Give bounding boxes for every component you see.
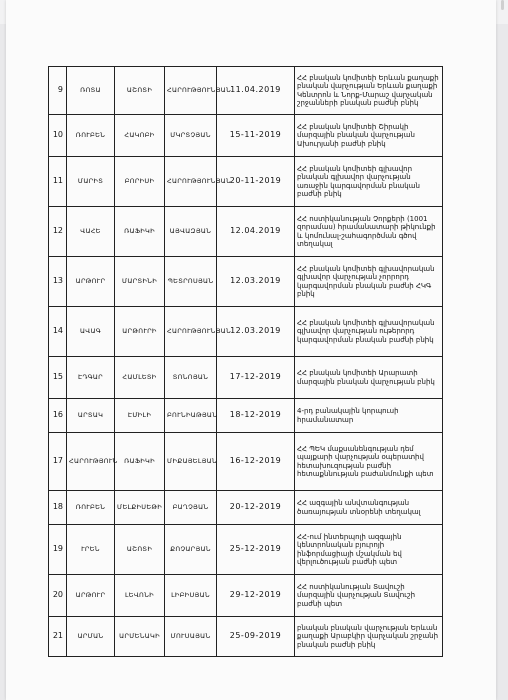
date-cell: 15-11-2019 — [217, 115, 295, 157]
date-cell: 12.03.2019 — [217, 307, 295, 357]
first-name-cell: ԱՐՏԱԿ — [67, 399, 115, 433]
personnel-table — [48, 66, 443, 657]
first-name-cell: ԷԴԳԱՐ — [67, 357, 115, 399]
patronymic-cell: ԷՄԻԼԻ — [115, 399, 165, 433]
first-name-cell: ՎԱՀԵ — [67, 207, 115, 257]
table-row — [49, 67, 443, 115]
row-number: 21 — [49, 617, 67, 657]
first-name-cell: ՒՐԵՆ — [67, 525, 115, 575]
table-row — [49, 525, 443, 575]
first-name-cell: ԱՐԹՈՒՐ — [67, 575, 115, 617]
surname-cell: ՄԻՔԱՅԵԼՅԱՆ — [165, 433, 217, 491]
patronymic-cell: ԱՇՈՏԻ — [115, 525, 165, 575]
position-cell: ՀՀ բնական կոմիտեի Երևան քաղաքի բնական վարչության Երևան քաղաքի Կենտրոն և Նորք-Մարաշ վարչական շրջանների բնական բաժնի բնիկ — [295, 67, 443, 115]
table-row — [49, 157, 443, 207]
row-number: 14 — [49, 307, 67, 357]
position-cell: ՀՀ բնական կոմիտեի գլխավոր բնական գլխավոր վարչության առաջին կարգավորման բնական բաժնի բնիկ — [295, 157, 443, 207]
position-cell: ՀՀ բնական կոմիտեի Արարատի մարզային բնական վարչության բնիկ — [295, 357, 443, 399]
date-cell: 20-11-2019 — [217, 157, 295, 207]
row-number: 13 — [49, 257, 67, 307]
row-number: 17 — [49, 433, 67, 491]
patronymic-cell: ՀԱՄԼԵՏԻ — [115, 357, 165, 399]
surname-cell: ԼԻԲԻՍՅԱՆ — [165, 575, 217, 617]
surname-cell: ԲԱՂՉՅԱՆ — [165, 491, 217, 525]
date-cell: 16-12-2019 — [217, 433, 295, 491]
position-cell: բնական բնական վարչության Երևան քաղաքի Արաբկիր վարչական շրջանի բնական բաժնի բնիկ — [295, 617, 443, 657]
row-number: 11 — [49, 157, 67, 207]
table-row — [49, 433, 443, 491]
table-row — [49, 257, 443, 307]
table-row — [49, 399, 443, 433]
first-name-cell: ԱՎԱԳ — [67, 307, 115, 357]
table-row — [49, 207, 443, 257]
patronymic-cell: ՄԵԼՔԻՍԵԹԻ — [115, 491, 165, 525]
date-cell: 25-12-2019 — [217, 525, 295, 575]
patronymic-cell: ՀԱԿՈԲԻ — [115, 115, 165, 157]
position-cell: ՀՀ ՊԵԿ մաքսանենգության դեմ պայքարի վարչության օպերատիվ հետախուզության բաժնի հետաքննության բաժանմունքի պետ — [295, 433, 443, 491]
patronymic-cell: ԼԵՎՈՆԻ — [115, 575, 165, 617]
patronymic-cell: ՄԱՐՏԻՆԻ — [115, 257, 165, 307]
row-number: 20 — [49, 575, 67, 617]
surname-cell: ՄՈՒՍԱՅԱՆ — [165, 617, 217, 657]
surname-cell: ՊԵՏՐՈՍՅԱՆ — [165, 257, 217, 307]
table-row — [49, 115, 443, 157]
row-number: 19 — [49, 525, 67, 575]
position-cell: ՀՀ ոստիկանության Չորքերի (1001 զորամաս) հրամանատարի թիկունքի և կոմունալ-շահագործման գծով տեղակալ — [295, 207, 443, 257]
position-cell: ՀՀ բնական կոմիտեի գլխավորական գլխավոր վարչության ութերորդ կարգավորման բնական բաժնի բնիկ — [295, 307, 443, 357]
date-cell: 11.04.2019 — [217, 67, 295, 115]
surname-cell: ՀԱՐՈՒԹՅՈՒՆՅԱՆ — [165, 67, 217, 115]
surname-cell: ՔՈՉԱՐՅԱՆ — [165, 525, 217, 575]
date-cell: 18-12-2019 — [217, 399, 295, 433]
row-number: 18 — [49, 491, 67, 525]
patronymic-cell: ԱՐԹՈՒՐԻ — [115, 307, 165, 357]
first-name-cell: ՄԱՐԻՏ — [67, 157, 115, 207]
first-name-cell: ԱՐՄԱՆ — [67, 617, 115, 657]
position-cell: ՀՀ բնական կոմիտեի Շիրակի մարզային բնական վարչության Ախուրյանի բաժնի բնիկ — [295, 115, 443, 157]
position-cell: 4-րդ բանակային կորպուսի հրամանատար — [295, 399, 443, 433]
surname-cell: ՏՈՆՈՅԱՆ — [165, 357, 217, 399]
surname-cell: ՀԱՐՈՒԹՅՈՒՆՅԱՆ — [165, 307, 217, 357]
surname-cell: ԱՅՎԱԶՅԱՆ — [165, 207, 217, 257]
surname-cell: ՀԱՐՈՒԹՅՈՒՆՅԱՆ — [165, 157, 217, 207]
patronymic-cell: ԲՈՐԻՍԻ — [115, 157, 165, 207]
row-number: 12 — [49, 207, 67, 257]
patronymic-cell: ՌԱՖԻԿԻ — [115, 433, 165, 491]
date-cell: 25-09-2019 — [217, 617, 295, 657]
table-row — [49, 617, 443, 657]
surname-cell: ՄԿՐՏՉՅԱՆ — [165, 115, 217, 157]
date-cell: 17-12-2019 — [217, 357, 295, 399]
date-cell: 12.04.2019 — [217, 207, 295, 257]
position-cell: ՀՀ-ում ինտերպոլի ազգային կենտրոնական բյուրոյի ինֆորմացիայի մշակման եվ վերլուծության բաժնի պետ — [295, 525, 443, 575]
scrollbar[interactable] — [501, 0, 504, 10]
row-number: 15 — [49, 357, 67, 399]
row-number: 9 — [49, 67, 67, 115]
first-name-cell: ՌՈՏԱ — [67, 67, 115, 115]
table-row — [49, 307, 443, 357]
patronymic-cell: ՌԱՖԻԿԻ — [115, 207, 165, 257]
date-cell: 29-12-2019 — [217, 575, 295, 617]
first-name-cell: ՀԱՐՈՒԹՅՈՒՆ — [67, 433, 115, 491]
position-cell: ՀՀ բնական կոմիտեի գլխավորական գլխավոր վարչության չորրորդ կարգավորման բնական բաժնի ՀԿԳ բնիկ — [295, 257, 443, 307]
position-cell: ՀՀ ոստիկանության Տավուշի մարզային վարչության Տավուշի բաժնի պետ — [295, 575, 443, 617]
date-cell: 12.03.2019 — [217, 257, 295, 307]
patronymic-cell: ԱՇՈՏԻ — [115, 67, 165, 115]
table-row — [49, 357, 443, 399]
table-row — [49, 491, 443, 525]
position-cell: ՀՀ ազգային անվտանգության ծառայության տնօրենի տեղակալ — [295, 491, 443, 525]
table-row — [49, 575, 443, 617]
first-name-cell: ՌՈՒԲԵՆ — [67, 491, 115, 525]
row-number: 16 — [49, 399, 67, 433]
first-name-cell: ՌՈՒԲԵՆ — [67, 115, 115, 157]
patronymic-cell: ԱՐՄԵՆԱԿԻ — [115, 617, 165, 657]
first-name-cell: ԱՐԹՈՒՐ — [67, 257, 115, 307]
row-number: 10 — [49, 115, 67, 157]
surname-cell: ԲՈՒՆԻԱԹՅԱՆ — [165, 399, 217, 433]
date-cell: 20-12-2019 — [217, 491, 295, 525]
